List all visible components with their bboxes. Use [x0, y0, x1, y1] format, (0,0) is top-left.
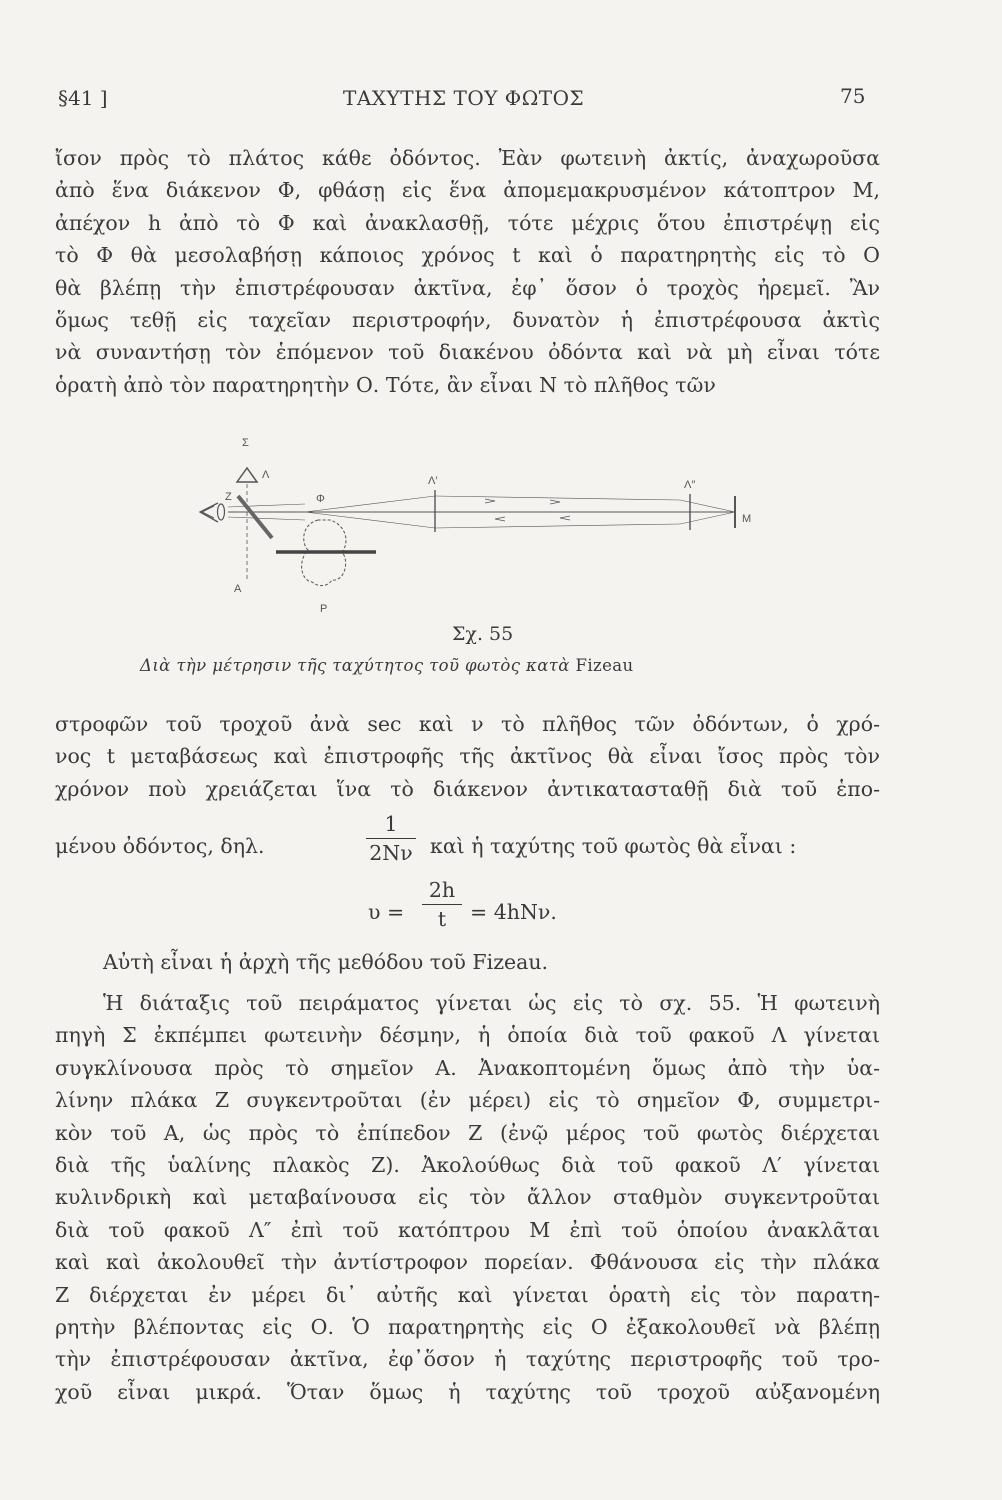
text-line: τὸ Φ θὰ μεσολαβήσῃ κάποιος χρόνος t καὶ ὁ παρατηρητὴς εἰς τὸ Ο — [55, 243, 880, 268]
ray-5 — [680, 500, 735, 512]
text-line: συγκλίνουσα πρὸς τὸ σημεῖον Α. Ἀνακοπτομένη ὅμως ἀπὸ τὴν ὑα- — [55, 1055, 880, 1080]
text-line: νος t μεταβάσεως καὶ ἐπιστροφῆς τῆς ἀκτῖνος θὰ εἶναι ἴσος πρὸς τὸν — [55, 744, 880, 769]
light-source-triangle — [237, 468, 257, 482]
text-line: καὶ καὶ ἀκολουθεῖ τὴν ἀντίστροφον πορείαν. Φθάνουσα εἰς τὴν πλάκα — [55, 1250, 880, 1275]
text-line: χοῦ εἶναι μικρά. Ὅταν ὅμως ἡ ταχύτης τοῦ τροχοῦ αὐξανομένη — [55, 1379, 880, 1404]
arrow-right-2 — [550, 500, 560, 504]
caption-fizeau: Fizeau — [575, 656, 634, 675]
text-line: χρόνον ποὺ χρειάζεται ἵνα τὸ διάκενον ἀντικατασταθῇ διὰ τοῦ ἑπο- — [55, 776, 880, 801]
fraction-2h-over-t — [422, 878, 462, 931]
text-line: πηγὴ Σ ἐκπέμπει φωτεινὴν δέσμην, ἡ ὁποία διὰ τοῦ φακοῦ Λ γίνεται — [55, 1023, 880, 1048]
text-line: θὰ βλέπῃ τὴν ἐπιστρέφουσαν ἀκτῖνα, ἐφ᾽ ὅσον ὁ τροχὸς ἠρεμεῖ. Ἂν — [55, 275, 880, 300]
formula-lhs: υ = — [368, 900, 405, 924]
text-line: Αὐτὴ εἶναι ἡ ἀρχὴ τῆς μεθόδου τοῦ Fizeau. — [103, 950, 549, 974]
label-p: Ρ — [320, 603, 328, 615]
formula-inline — [55, 812, 880, 872]
text-line: ἴσον πρὸς τὸ πλάτος κάθε ὀδόντος. Ἐὰν φωτεινὴ ἀκτίς, ἀναχωροῦσα — [55, 146, 880, 170]
formula-rhs: = 4hNν. — [470, 900, 557, 924]
paragraph-1 — [55, 142, 880, 401]
paragraph-2 — [55, 708, 880, 805]
label-lambda-source: Λ — [262, 469, 270, 481]
section-marker: §41 ] — [58, 86, 108, 110]
paragraph-4 — [55, 987, 880, 1408]
arrow-right-1 — [485, 499, 495, 503]
label-a: Α — [234, 583, 242, 595]
glass-plate — [238, 496, 272, 538]
ray-6 — [680, 512, 735, 524]
text-line: λίνην πλάκα Ζ συγκεντροῦται (ἐν μέρει) εἰς τὸ σημεῖον Φ, συμμετρι- — [55, 1088, 880, 1113]
label-phi: Φ — [316, 493, 325, 505]
eyepiece-lens — [218, 504, 225, 520]
beam-upper — [228, 504, 305, 507]
label-sigma: Σ — [242, 437, 249, 449]
text-line: ὁρατὴ ἀπὸ τὸν παρατηρητὴν Ο. Τότε, ἂν εἶναι Ν τὸ πλῆθος τῶν — [55, 372, 716, 397]
beam-lower — [228, 517, 305, 520]
label-lambda-prime: Λ′ — [428, 475, 438, 487]
text-line: ἀπέχον h ἀπὸ τὸ Φ καὶ ἀνακλασθῇ, τότε μέχρις ὅτου ἐπιστρέψῃ εἰς — [55, 210, 880, 235]
arrow-left-1 — [495, 517, 505, 521]
running-head — [58, 86, 878, 116]
numerator: 1 — [366, 812, 416, 839]
label-z: Ζ — [225, 491, 232, 503]
page-number: 75 — [840, 84, 866, 108]
formula-tail-text: καὶ ἡ ταχύτης τοῦ φωτὸς θὰ εἶναι : — [430, 834, 797, 858]
numerator: 2h — [422, 878, 462, 905]
text-line: Ζ διέρχεται ἐν μέρει δι᾽ αὐτῆς καὶ γίνεται ὁρατὴ εἰς τὸν παρατη- — [55, 1282, 880, 1307]
figure-caption — [140, 656, 634, 675]
figure-number: Σχ. 55 — [452, 623, 514, 645]
text-line: νὰ συναντήσῃ τὸν ἑπόμενον τοῦ διακένου ὀδόντα καὶ νὰ μὴ εἶναι τότε — [55, 340, 880, 365]
text-line: διὰ τῆς ὑαλίνης πλακὸς Ζ). Ἀκολούθως διὰ τοῦ φακοῦ Λ′ γίνεται — [55, 1153, 880, 1178]
caption-greek: Διὰ τὴν μέτρησιν τῆς ταχύτητος τοῦ φωτὸς κατὰ — [140, 656, 570, 675]
text-line: διὰ τοῦ φακοῦ Λ″ ἐπὶ τοῦ κατόπτρου Μ ἐπὶ τοῦ ὁποίου ἀνακλᾶται — [55, 1217, 880, 1242]
text-line: κὸν τοῦ Α, ὡς πρὸς τὸ ἐπίπεδον Ζ (ἐνῷ μέρος τοῦ φωτὸς διέρχεται — [55, 1120, 880, 1145]
text-line: στροφῶν τοῦ τροχοῦ ἀνὰ sec καὶ ν τὸ πλῆθος τῶν ὀδόντων, ὁ χρό- — [55, 712, 880, 736]
label-m: Μ — [742, 513, 752, 525]
fraction-1-over-2nv — [366, 812, 416, 865]
ray-4 — [435, 524, 680, 528]
arrow-left-2 — [560, 516, 570, 520]
text-line: τὴν ἐπιστρέφουσαν ἀκτῖνα, ἐφ᾽ὅσον ἡ ταχύτης περιστροφῆς τοῦ τρο- — [55, 1347, 880, 1372]
text-line: Ἡ διάταξις τοῦ πειράματος γίνεται ὡς εἰς τὸ σχ. 55. Ἡ φωτεινὴ — [103, 991, 880, 1015]
denominator: 2Nν — [369, 841, 413, 865]
text-line: ρητὴν βλέποντας εἰς Ο. Ὁ παρατηρητὴς εἰς Ο ἐξακολουθεῖ νὰ βλέπῃ — [55, 1315, 880, 1340]
text-line: ὅμως τεθῇ εἰς ταχεῖαν περιστροφήν, δυνατὸν ἡ ἐπιστρέφουσα ἀκτὶς — [55, 308, 880, 333]
text-line: ἀπὸ ἕνα διάκενον Φ, φθάσῃ εἰς ἕνα ἀπομεμακρυσμένον κάτοπτρον Μ, — [55, 178, 880, 203]
label-lambda-double-prime: Λ″ — [684, 479, 696, 491]
denominator: t — [437, 907, 447, 931]
formula-lead-text: μένου ὀδόντος, δηλ. — [55, 834, 265, 858]
text-line: κυλινδρικὴ καὶ μεταβαίνουσα εἰς τὸν ἄλλον σταθμὸν συγκεντροῦται — [55, 1185, 880, 1210]
ray-3 — [435, 496, 680, 500]
chapter-title: ΤΑΧΥΤΗΣ ΤΟΥ ΦΩΤΟΣ — [343, 86, 585, 110]
paragraph-3 — [55, 946, 880, 978]
fizeau-apparatus-diagram — [190, 430, 780, 630]
